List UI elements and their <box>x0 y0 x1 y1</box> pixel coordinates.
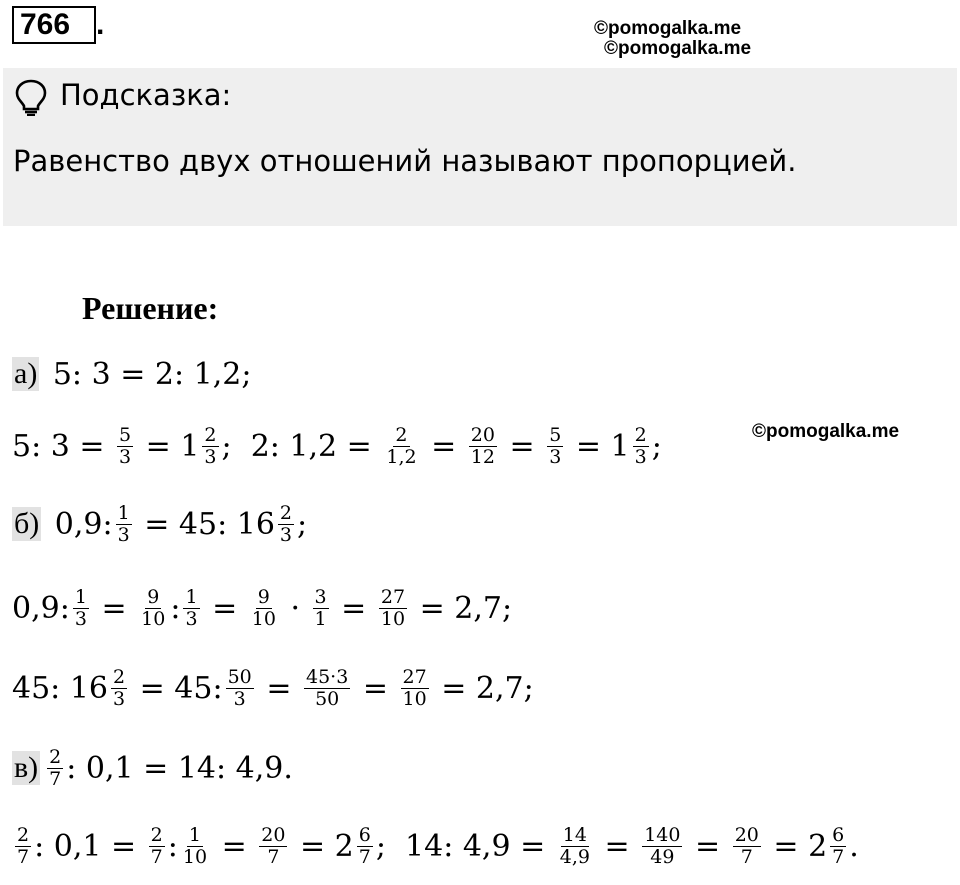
watermark: ©pomogalka.me <box>594 18 742 39</box>
part-b-calculation-1 <box>12 576 512 640</box>
math-text: 0,9: <box>12 590 70 626</box>
math-text: ; <box>297 506 308 542</box>
math-text: = <box>594 828 640 864</box>
fraction: $\frac{9}{10}$ <box>251 585 276 630</box>
math-text: = 2 <box>763 828 828 864</box>
part-a-statement <box>12 352 251 396</box>
fraction: $\frac{50}{3}$ <box>227 665 252 710</box>
math-text: : <box>170 590 181 626</box>
math-text: = 45: 16 <box>134 506 275 542</box>
watermark: ©pomogalka.me <box>752 421 900 442</box>
fraction: $\frac{14}{4,9}$ <box>559 823 590 868</box>
fraction: 2 7 <box>49 745 62 790</box>
fraction: $\frac{9}{10}$ <box>141 585 166 630</box>
math-text: = <box>499 428 545 464</box>
math-text: = <box>353 670 398 706</box>
math-text: : 0,1 = <box>34 828 146 864</box>
math-text: = <box>202 590 247 626</box>
math-text: = <box>91 590 137 626</box>
fraction: $\frac{1}{10}$ <box>182 823 208 868</box>
part-b-calculation-2 <box>12 656 534 720</box>
math-text: : 0,1 = 14: 4,9. <box>66 750 293 786</box>
math-text: = 1 <box>136 428 200 464</box>
fraction: 2 3 <box>279 501 293 546</box>
fraction: 2 7 <box>17 823 30 868</box>
fraction: $\frac{2}{1,2}$ <box>386 423 417 468</box>
fraction: 6 7 <box>358 823 371 868</box>
part-b-statement <box>12 492 307 556</box>
fraction: $\frac{45\cdot 3}{50}$ <box>306 665 349 710</box>
fraction: $\frac{3}{1}$ <box>314 585 327 630</box>
fraction: 6 7 <box>832 823 845 868</box>
math-text: = <box>685 828 730 864</box>
math-text: = 45: <box>130 670 223 706</box>
math-text: = 2,7; <box>431 670 534 706</box>
watermark: ©pomogalka.me <box>604 38 752 59</box>
fraction: $\frac{140}{49}$ <box>644 823 681 868</box>
fraction: $\frac{2}{3}$ <box>113 665 126 710</box>
math-text: = 2 <box>290 828 354 864</box>
part-c-calculation <box>12 814 859 878</box>
math-text: = 2,7; <box>410 590 513 626</box>
math-text: = 1 <box>566 428 630 464</box>
fraction: $\frac{1}{3}$ <box>74 585 87 630</box>
math-text: · <box>280 590 310 626</box>
solution-title: Решение: <box>82 290 219 326</box>
fraction: 2 3 <box>204 423 217 468</box>
math-text: : <box>167 828 178 864</box>
fraction: $\frac{1}{3}$ <box>117 501 130 546</box>
hint-title: Подсказка: <box>60 78 232 112</box>
math-text: 0,9: <box>45 506 113 542</box>
fraction: 2 3 <box>634 423 647 468</box>
fraction: $\frac{20}{12}$ <box>470 423 495 468</box>
fraction: $\frac{2}{7}$ <box>150 823 163 868</box>
math-text: ; 14: 4,9 = <box>375 828 555 864</box>
math-text: . <box>849 828 859 864</box>
part-a-calculation <box>12 414 662 478</box>
part-c-statement <box>12 736 293 800</box>
exercise-number: 766 <box>12 6 96 44</box>
part-c-label: в) <box>14 751 39 784</box>
lightbulb-icon <box>14 78 48 120</box>
fraction: $\frac{20}{7}$ <box>261 823 286 868</box>
math-text: ; <box>651 428 662 464</box>
hint-text: Равенство двух отношений называют пропорцией. <box>13 144 797 178</box>
part-a-label: а) <box>14 357 38 390</box>
exercise-number-dot: . <box>96 8 105 41</box>
math-text: 5: 3 = 2: 1,2; <box>43 356 252 392</box>
math-text: = <box>212 828 257 864</box>
part-b-label: б) <box>14 507 40 540</box>
math-text: 45: 16 <box>12 670 108 706</box>
fraction: $\frac{5}{3}$ <box>119 423 132 468</box>
fraction: $\frac{5}{3}$ <box>549 423 562 468</box>
math-text: = <box>421 428 466 464</box>
fraction: $\frac{20}{7}$ <box>734 823 759 868</box>
math-text: ; 2: 1,2 = <box>221 428 382 464</box>
fraction: $\frac{27}{10}$ <box>402 665 427 710</box>
fraction: $\frac{27}{10}$ <box>380 585 406 630</box>
math-text: 5: 3 = <box>12 428 115 464</box>
fraction: $\frac{1}{3}$ <box>185 585 198 630</box>
math-text: = <box>256 670 301 706</box>
math-text: = <box>331 590 376 626</box>
